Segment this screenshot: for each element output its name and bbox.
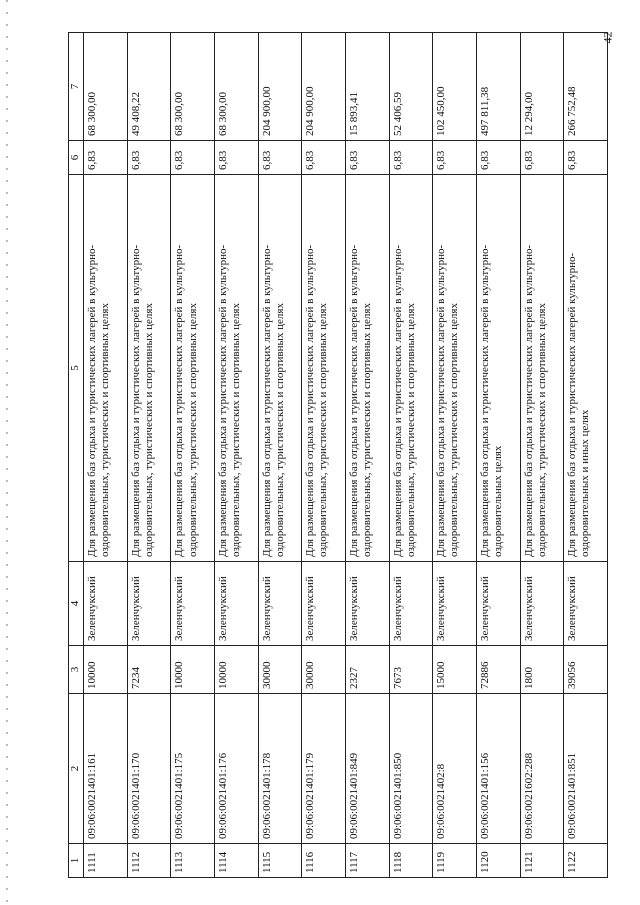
cadastral-number-cell: 09:06:0021401:849 xyxy=(345,694,389,844)
cadastral-value-cell: 266 752,48 xyxy=(564,33,608,141)
cadastral-number-cell: 09:06:0021602:288 xyxy=(520,694,564,844)
area-cell: 10000 xyxy=(84,646,128,694)
cadastral-number-cell: 09:06:0021401:175 xyxy=(171,694,215,844)
cadastral-number-cell: 09:06:0021401:851 xyxy=(564,694,608,844)
cadastral-value-cell: 68 300,00 xyxy=(84,33,128,141)
table-row xyxy=(171,33,215,878)
table-row xyxy=(476,33,520,878)
header-cell: 1 xyxy=(69,844,84,878)
rate-cell: 6,83 xyxy=(214,141,258,175)
cadastral-number-cell: 09:06:0021401:176 xyxy=(214,694,258,844)
district-cell: Зеленчукский xyxy=(127,562,171,646)
district-cell: Зеленчукский xyxy=(171,562,215,646)
purpose-cell: Для размещения баз отдыха и туристических лагерей в культурно-оздоровительных, туристических и спортивных целях xyxy=(345,175,389,562)
purpose-cell: Для размещения баз отдыха и туристических лагерей в культурно-оздоровительных целях xyxy=(476,175,520,562)
cadastral-value-cell: 102 450,00 xyxy=(433,33,477,141)
row-number-cell: 1120 xyxy=(476,844,520,878)
row-number-cell: 1111 xyxy=(84,844,128,878)
row-number-cell: 1121 xyxy=(520,844,564,878)
rate-cell: 6,83 xyxy=(564,141,608,175)
area-cell: 30000 xyxy=(302,646,346,694)
district-cell: Зеленчукский xyxy=(520,562,564,646)
rate-cell: 6,83 xyxy=(84,141,128,175)
area-cell: 15000 xyxy=(433,646,477,694)
purpose-cell: Для размещения баз отдыха и туристических лагерей культурно-оздоровительных и иных целях xyxy=(564,175,608,562)
table-row xyxy=(345,33,389,878)
table-row xyxy=(214,33,258,878)
header-cell: 7 xyxy=(69,33,84,141)
table-row xyxy=(389,33,433,878)
table-row xyxy=(258,33,302,878)
area-cell: 39056 xyxy=(564,646,608,694)
purpose-cell: Для размещения баз отдыха и туристических лагерей в культурно-оздоровительных, туристических и спортивных целях xyxy=(433,175,477,562)
row-number-cell: 1115 xyxy=(258,844,302,878)
page-number: 42 xyxy=(600,31,615,44)
land-plots-table xyxy=(68,32,608,878)
row-number-cell: 1113 xyxy=(171,844,215,878)
cadastral-number-cell: 09:06:0021401:179 xyxy=(302,694,346,844)
cadastral-number-cell: 09:06:0021402:8 xyxy=(433,694,477,844)
header-cell: 2 xyxy=(69,694,84,844)
district-cell: Зеленчукский xyxy=(564,562,608,646)
rate-cell: 6,83 xyxy=(127,141,171,175)
header-cell: 3 xyxy=(69,646,84,694)
cadastral-number-cell: 09:06:0021401:178 xyxy=(258,694,302,844)
row-number-cell: 1116 xyxy=(302,844,346,878)
district-cell: Зеленчукский xyxy=(476,562,520,646)
table-row xyxy=(433,33,477,878)
rate-cell: 6,83 xyxy=(258,141,302,175)
cadastral-value-cell: 68 300,00 xyxy=(214,33,258,141)
purpose-cell: Для размещения баз отдыха и туристических лагерей в культурно-оздоровительных, туристических и спортивных целях xyxy=(389,175,433,562)
cadastral-value-cell: 49 408,22 xyxy=(127,33,171,141)
purpose-cell: Для размещения баз отдыха и туристических лагерей в культурно-оздоровительных, туристических и спортивных целях xyxy=(302,175,346,562)
cadastral-value-cell: 68 300,00 xyxy=(171,33,215,141)
purpose-cell: Для размещения баз отдыха и туристических лагерей в культурно-оздоровительных, туристических и спортивных целях xyxy=(84,175,128,562)
district-cell: Зеленчукский xyxy=(433,562,477,646)
purpose-cell: Для размещения баз отдыха и туристических лагерей в культурно-оздоровительных, туристических и спортивных целях xyxy=(171,175,215,562)
area-cell: 10000 xyxy=(171,646,215,694)
header-cell: 5 xyxy=(69,175,84,562)
area-cell: 7673 xyxy=(389,646,433,694)
header-cell: 4 xyxy=(69,562,84,646)
row-number-cell: 1112 xyxy=(127,844,171,878)
district-cell: Зеленчукский xyxy=(389,562,433,646)
area-cell: 1800 xyxy=(520,646,564,694)
row-number-cell: 1114 xyxy=(214,844,258,878)
rate-cell: 6,83 xyxy=(433,141,477,175)
rate-cell: 6,83 xyxy=(389,141,433,175)
district-cell: Зеленчукский xyxy=(84,562,128,646)
area-cell: 10000 xyxy=(214,646,258,694)
cadastral-value-cell: 204 900,00 xyxy=(302,33,346,141)
row-number-cell: 1118 xyxy=(389,844,433,878)
cadastral-number-cell: 09:06:0021401:850 xyxy=(389,694,433,844)
cadastral-value-cell: 204 900,00 xyxy=(258,33,302,141)
row-number-cell: 1119 xyxy=(433,844,477,878)
row-number-cell: 1117 xyxy=(345,844,389,878)
rate-cell: 6,83 xyxy=(302,141,346,175)
district-cell: Зеленчукский xyxy=(214,562,258,646)
rate-cell: 6,83 xyxy=(345,141,389,175)
district-cell: Зеленчукский xyxy=(345,562,389,646)
rate-cell: 6,83 xyxy=(476,141,520,175)
purpose-cell: Для размещения баз отдыха и туристических лагерей в культурно-оздоровительных, туристических и спортивных целях xyxy=(258,175,302,562)
purpose-cell: Для размещения баз отдыха и туристических лагерей в культурно-оздоровительных, туристических и спортивных целях xyxy=(520,175,564,562)
row-number-cell: 1122 xyxy=(564,844,608,878)
cadastral-value-cell: 52 406,59 xyxy=(389,33,433,141)
district-cell: Зеленчукский xyxy=(258,562,302,646)
cadastral-value-cell: 12 294,00 xyxy=(520,33,564,141)
rate-cell: 6,83 xyxy=(171,141,215,175)
district-cell: Зеленчукский xyxy=(302,562,346,646)
table-row xyxy=(127,33,171,878)
area-cell: 7234 xyxy=(127,646,171,694)
purpose-cell: Для размещения баз отдыха и туристических лагерей в культурно-оздоровительных, туристических и спортивных целях xyxy=(127,175,171,562)
area-cell: 72886 xyxy=(476,646,520,694)
cadastral-value-cell: 497 811,38 xyxy=(476,33,520,141)
area-cell: 30000 xyxy=(258,646,302,694)
header-cell: 6 xyxy=(69,141,84,175)
purpose-cell: Для размещения баз отдыха и туристических лагерей в культурно-оздоровительных, туристических и спортивных целях xyxy=(214,175,258,562)
table-row xyxy=(84,33,128,878)
table-row xyxy=(564,33,608,878)
table-row xyxy=(520,33,564,878)
cadastral-number-cell: 09:06:0021401:156 xyxy=(476,694,520,844)
cadastral-number-cell: 09:06:0021401:161 xyxy=(84,694,128,844)
cadastral-number-cell: 09:06:0021401:170 xyxy=(127,694,171,844)
table-row xyxy=(302,33,346,878)
cadastral-value-cell: 15 893,41 xyxy=(345,33,389,141)
area-cell: 2327 xyxy=(345,646,389,694)
header-row xyxy=(69,33,84,878)
rate-cell: 6,83 xyxy=(520,141,564,175)
